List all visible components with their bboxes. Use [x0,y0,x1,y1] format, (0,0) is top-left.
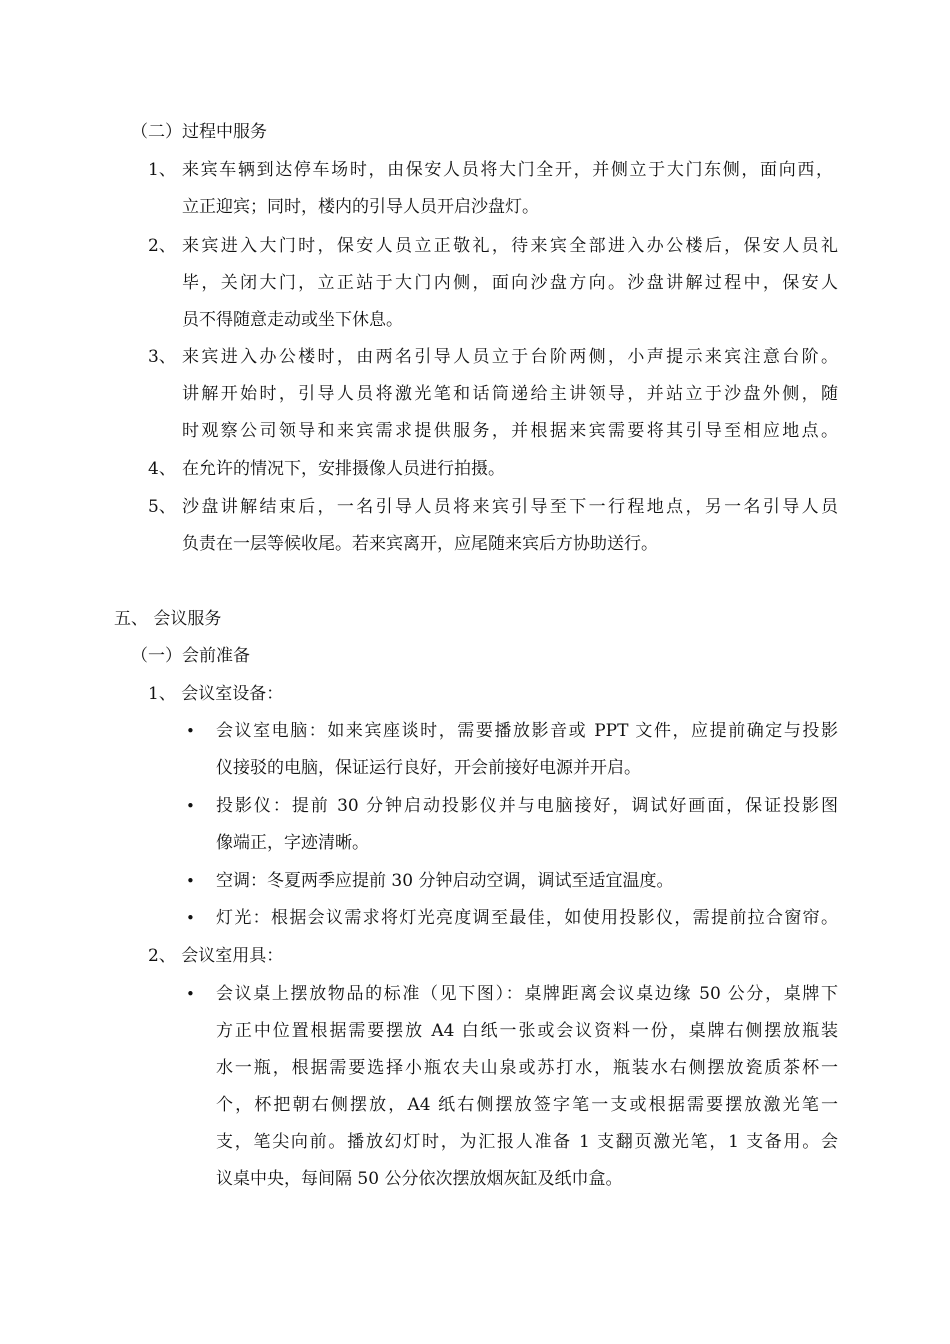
paragraph-line: 毕，关闭大门，立正站于大门内侧，面向沙盘方向。沙盘讲解过程中，保安人 [182,273,838,293]
item-number: 1、 [148,160,176,180]
paragraph-line: 来宾车辆到达停车场时，由保安人员将大门全开，并侧立于大门东侧，面向西， [182,160,833,180]
bullet-icon: • [186,872,195,890]
paragraph-line: 在允许的情况下，安排摄像人员进行拍摄。 [182,459,505,479]
paragraph-line: 沙盘讲解结束后，一名引导人员将来宾引导至下一行程地点，另一名引导人员 [182,497,838,517]
paragraph-line: 来宾进入办公楼时，由两名引导人员立于台阶两侧，小声提示来宾注意台阶。 [182,347,838,367]
section-heading: （一）会前准备 [131,646,250,666]
item-number: 3、 [148,347,176,367]
paragraph-line: 讲解开始时，引导人员将激光笔和话筒递给主讲领导，并站立于沙盘外侧，随 [182,384,838,404]
bullet-line: 支，笔尖向前。播放幻灯时，为汇报人准备 1 支翻页激光笔，1 支备用。会 [216,1132,838,1152]
item-heading: 2、 会议室用具： [148,946,284,966]
bullet-line: 会议桌上摆放物品的标准（见下图）：桌牌距离会议桌边缘 50 公分，桌牌下 [216,984,838,1004]
item-heading: 1、 会议室设备： [148,684,284,704]
bullet-line: 仪接驳的电脑，保证运行良好，开会前接好电源并开启。 [216,758,641,778]
bullet-line: 水一瓶，根据需要选择小瓶农夫山泉或苏打水，瓶装水右侧摆放瓷质茶杯一 [216,1058,838,1078]
bullet-icon: • [186,909,195,927]
chapter-heading: 五、 会议服务 [114,609,222,629]
bullet-line: 像端正，字迹清晰。 [216,833,369,853]
paragraph-line: 时观察公司领导和来宾需求提供服务，并根据来宾需要将其引导至相应地点。 [182,421,838,441]
bullet-line: 个，杯把朝右侧摆放，A4 纸右侧摆放签字笔一支或根据需要摆放激光笔一 [216,1095,838,1115]
paragraph-line: 负责在一层等候收尾。若来宾离开，应尾随来宾后方协助送行。 [182,534,658,554]
item-number: 2、 [148,236,176,256]
bullet-line: 会议室电脑：如来宾座谈时，需要播放影音或 PPT 文件，应提前确定与投影 [216,721,838,741]
bullet-icon: • [186,797,195,815]
bullet-line: 投影仪：提前 30 分钟启动投影仪并与电脑接好，调试好画面，保证投影图 [216,796,838,816]
paragraph-line: 立正迎宾；同时，楼内的引导人员开启沙盘灯。 [182,197,539,217]
bullet-line: 方正中位置根据需要摆放 A4 白纸一张或会议资料一份，桌牌右侧摆放瓶装 [216,1021,838,1041]
item-number: 4、 [148,459,176,479]
bullet-line: 灯光：根据会议需求将灯光亮度调至最佳，如使用投影仪，需提前拉合窗帘。 [216,908,838,928]
section-heading: （二）过程中服务 [131,122,267,142]
bullet-icon: • [186,722,195,740]
paragraph-line: 来宾进入大门时，保安人员立正敬礼，待来宾全部进入办公楼后，保安人员礼 [182,236,838,256]
bullet-icon: • [186,985,195,1003]
paragraph-line: 员不得随意走动或坐下休息。 [182,310,403,330]
bullet-line: 空调：冬夏两季应提前 30 分钟启动空调，调试至适宜温度。 [216,871,674,891]
bullet-line: 议桌中央，每间隔 50 公分依次摆放烟灰缸及纸巾盒。 [216,1169,623,1189]
item-number: 5、 [148,497,176,517]
